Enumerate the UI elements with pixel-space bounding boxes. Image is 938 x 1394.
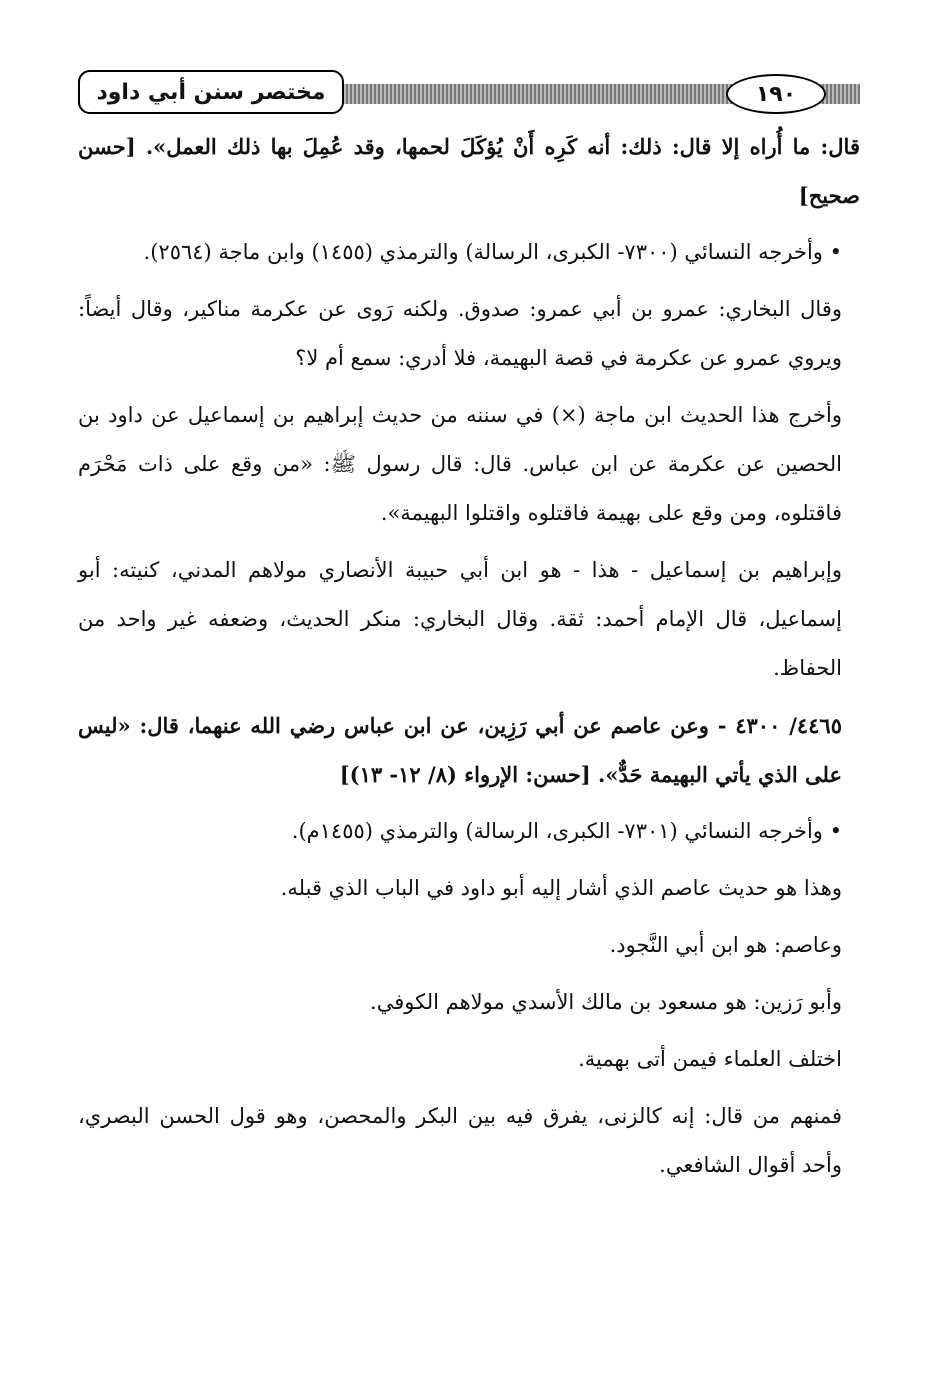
paragraph: وإبراهيم بن إسماعيل - هذا - هو ابن أبي حبيبة الأنصاري مولاهم المدني، كنيته: أبو إسماعيل، قال الإمام أحمد: ثقة. وقال البخاري: منكر الحديث، وضعفه غير واحد من الحفاظ. xyxy=(78,558,842,680)
hadith-paragraph: ٤٤٦٥/ ٤٣٠٠ - وعن عاصم عن أبي رَزِين، عن ابن عباس رضي الله عنهما، قال: «ليس على الذي يأتي البهيمة حَدٌّ». [حسن: الإرواء (٨/ ١٢- ١٣)] xyxy=(78,713,842,787)
paragraph: • وأخرجه النسائي (٧٣٠٠- الكبرى، الرسالة) والترمذي (١٤٥٥) وابن ماجة (٢٥٦٤). xyxy=(143,240,842,264)
book-title: مختصر سنن أبي داود xyxy=(78,70,344,114)
paragraph: وأخرج هذا الحديث ابن ماجة (×) في سننه من حديث إبراهيم بن إسماعيل عن داود بن الحصين عن عكرمة عن ابن عباس. قال: قال رسول ﷺ: «من وقع على ذات مَحْرَم فاقتلوه، ومن وقع على بهيمة فاقتلوه واقتلوا البهيمة». xyxy=(78,403,842,525)
paragraph: اختلف العلماء فيمن أتى بهمية. xyxy=(578,1047,842,1071)
paragraph: وهذا هو حديث عاصم الذي أشار إليه أبو داود في الباب الذي قبله. xyxy=(280,876,842,900)
paragraph: قال: ما أُراه إلا قال: ذلك: أنه كَرِه أَنْ يُؤكَلَ لحمها، وقد عُمِلَ بها ذلك العمل». [حسن صحيح] xyxy=(78,134,860,208)
paragraph: وعاصم: هو ابن أبي النَّجود. xyxy=(609,933,842,957)
paragraph: وقال البخاري: عمرو بن أبي عمرو: صدوق. ولكنه رَوى عن عكرمة مناكير، وقال أيضاً: ويروي عمرو عن عكرمة في قصة البهيمة، فلا أدري: سمع أم لا؟ xyxy=(78,297,842,370)
page-number: ١٩٠ xyxy=(726,74,826,114)
paragraph: • وأخرجه النسائي (٧٣٠١- الكبرى، الرسالة) والترمذي (١٤٥٥م). xyxy=(291,819,842,843)
book-page xyxy=(78,70,860,1370)
page-content xyxy=(78,122,860,1190)
paragraph: فمنهم من قال: إنه كالزنى، يفرق فيه بين البكر والمحصن، وهو قول الحسن البصري، وأحد أقوال الشافعي. xyxy=(78,1104,842,1177)
paragraph: وأبو رَزين: هو مسعود بن مالك الأسدي مولاهم الكوفي. xyxy=(370,990,842,1014)
page-header xyxy=(78,70,860,116)
